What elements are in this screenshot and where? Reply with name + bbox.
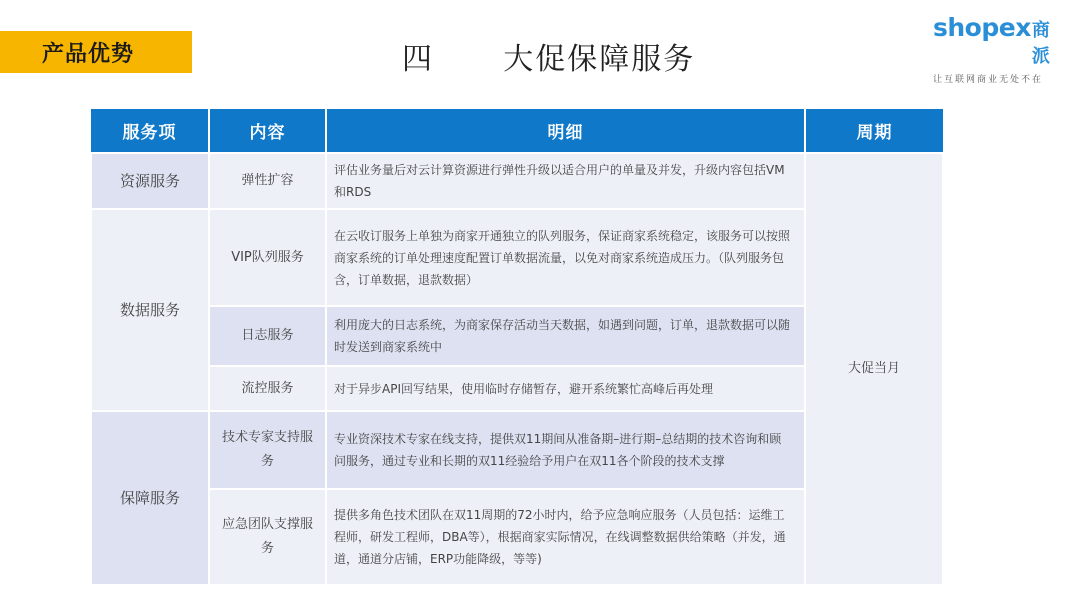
page-title: 四 大促保障服务 — [402, 42, 696, 77]
header-content: 内容 — [209, 109, 326, 153]
section-tag: 产品优势 — [0, 31, 192, 73]
item-cell: 技术专家支持服务 — [209, 411, 326, 489]
category-support: 保障服务 — [91, 411, 209, 585]
logo-mark — [933, 15, 1063, 68]
detail-cell: 利用庞大的日志系统，为商家保存活动当天数据，如遇到问题，订单，退款数据可以随时发送到商家系统中 — [326, 306, 805, 366]
detail-cell: 评估业务量后对云计算资源进行弹性升级以适合用户的单量及并发，升级内容包括VM和RDS — [326, 153, 805, 209]
category-data: 数据服务 — [91, 209, 209, 411]
period-cell: 大促当月 — [805, 153, 943, 585]
header-period: 周期 — [805, 109, 943, 153]
detail-cell: 提供多角色技术团队在双11周期的72小时内，给予应急响应服务（人员包括：运维工程师，研发工程师，DBA等），根据商家实际情况，在线调整数据供给策略（并发，通道，通道分店铺，ERP功能降级，等等) — [326, 489, 805, 585]
item-cell: VIP队列服务 — [209, 209, 326, 306]
logo-slogan: 让互联网商业无处不在 — [933, 75, 1044, 85]
item-cell: 流控服务 — [209, 366, 326, 411]
item-cell: 弹性扩容 — [209, 153, 326, 209]
shopex-logo — [933, 13, 1063, 85]
detail-cell: 专业资深技术专家在线支持，提供双11期间从准备期–进行期–总结期的技术咨询和顾问服务，通过专业和长期的双11经验给予用户在双11各个阶段的技术支撑 — [326, 411, 805, 489]
logo-cn-name: 商派 — [1031, 20, 1050, 67]
category-resource: 资源服务 — [91, 153, 209, 209]
detail-cell: 对于异步API回写结果，使用临时存储暂存，避开系统繁忙高峰后再处理 — [326, 366, 805, 411]
detail-cell: 在云收订服务上单独为商家开通独立的队列服务，保证商家系统稳定，该服务可以按照商家系统的订单处理速度配置订单数据流量，以免对商家系统造成压力。（队列服务包含，订单数据，退款数据） — [326, 209, 805, 306]
table-row — [91, 153, 943, 209]
item-cell: 日志服务 — [209, 306, 326, 366]
header-detail: 明细 — [326, 109, 805, 153]
service-table — [90, 109, 944, 586]
item-cell: 应急团队支撑服务 — [209, 489, 326, 585]
header-service-item: 服务项 — [91, 109, 209, 153]
logo-wordmark: shopex — [933, 13, 1031, 42]
table-header-row — [91, 109, 943, 153]
